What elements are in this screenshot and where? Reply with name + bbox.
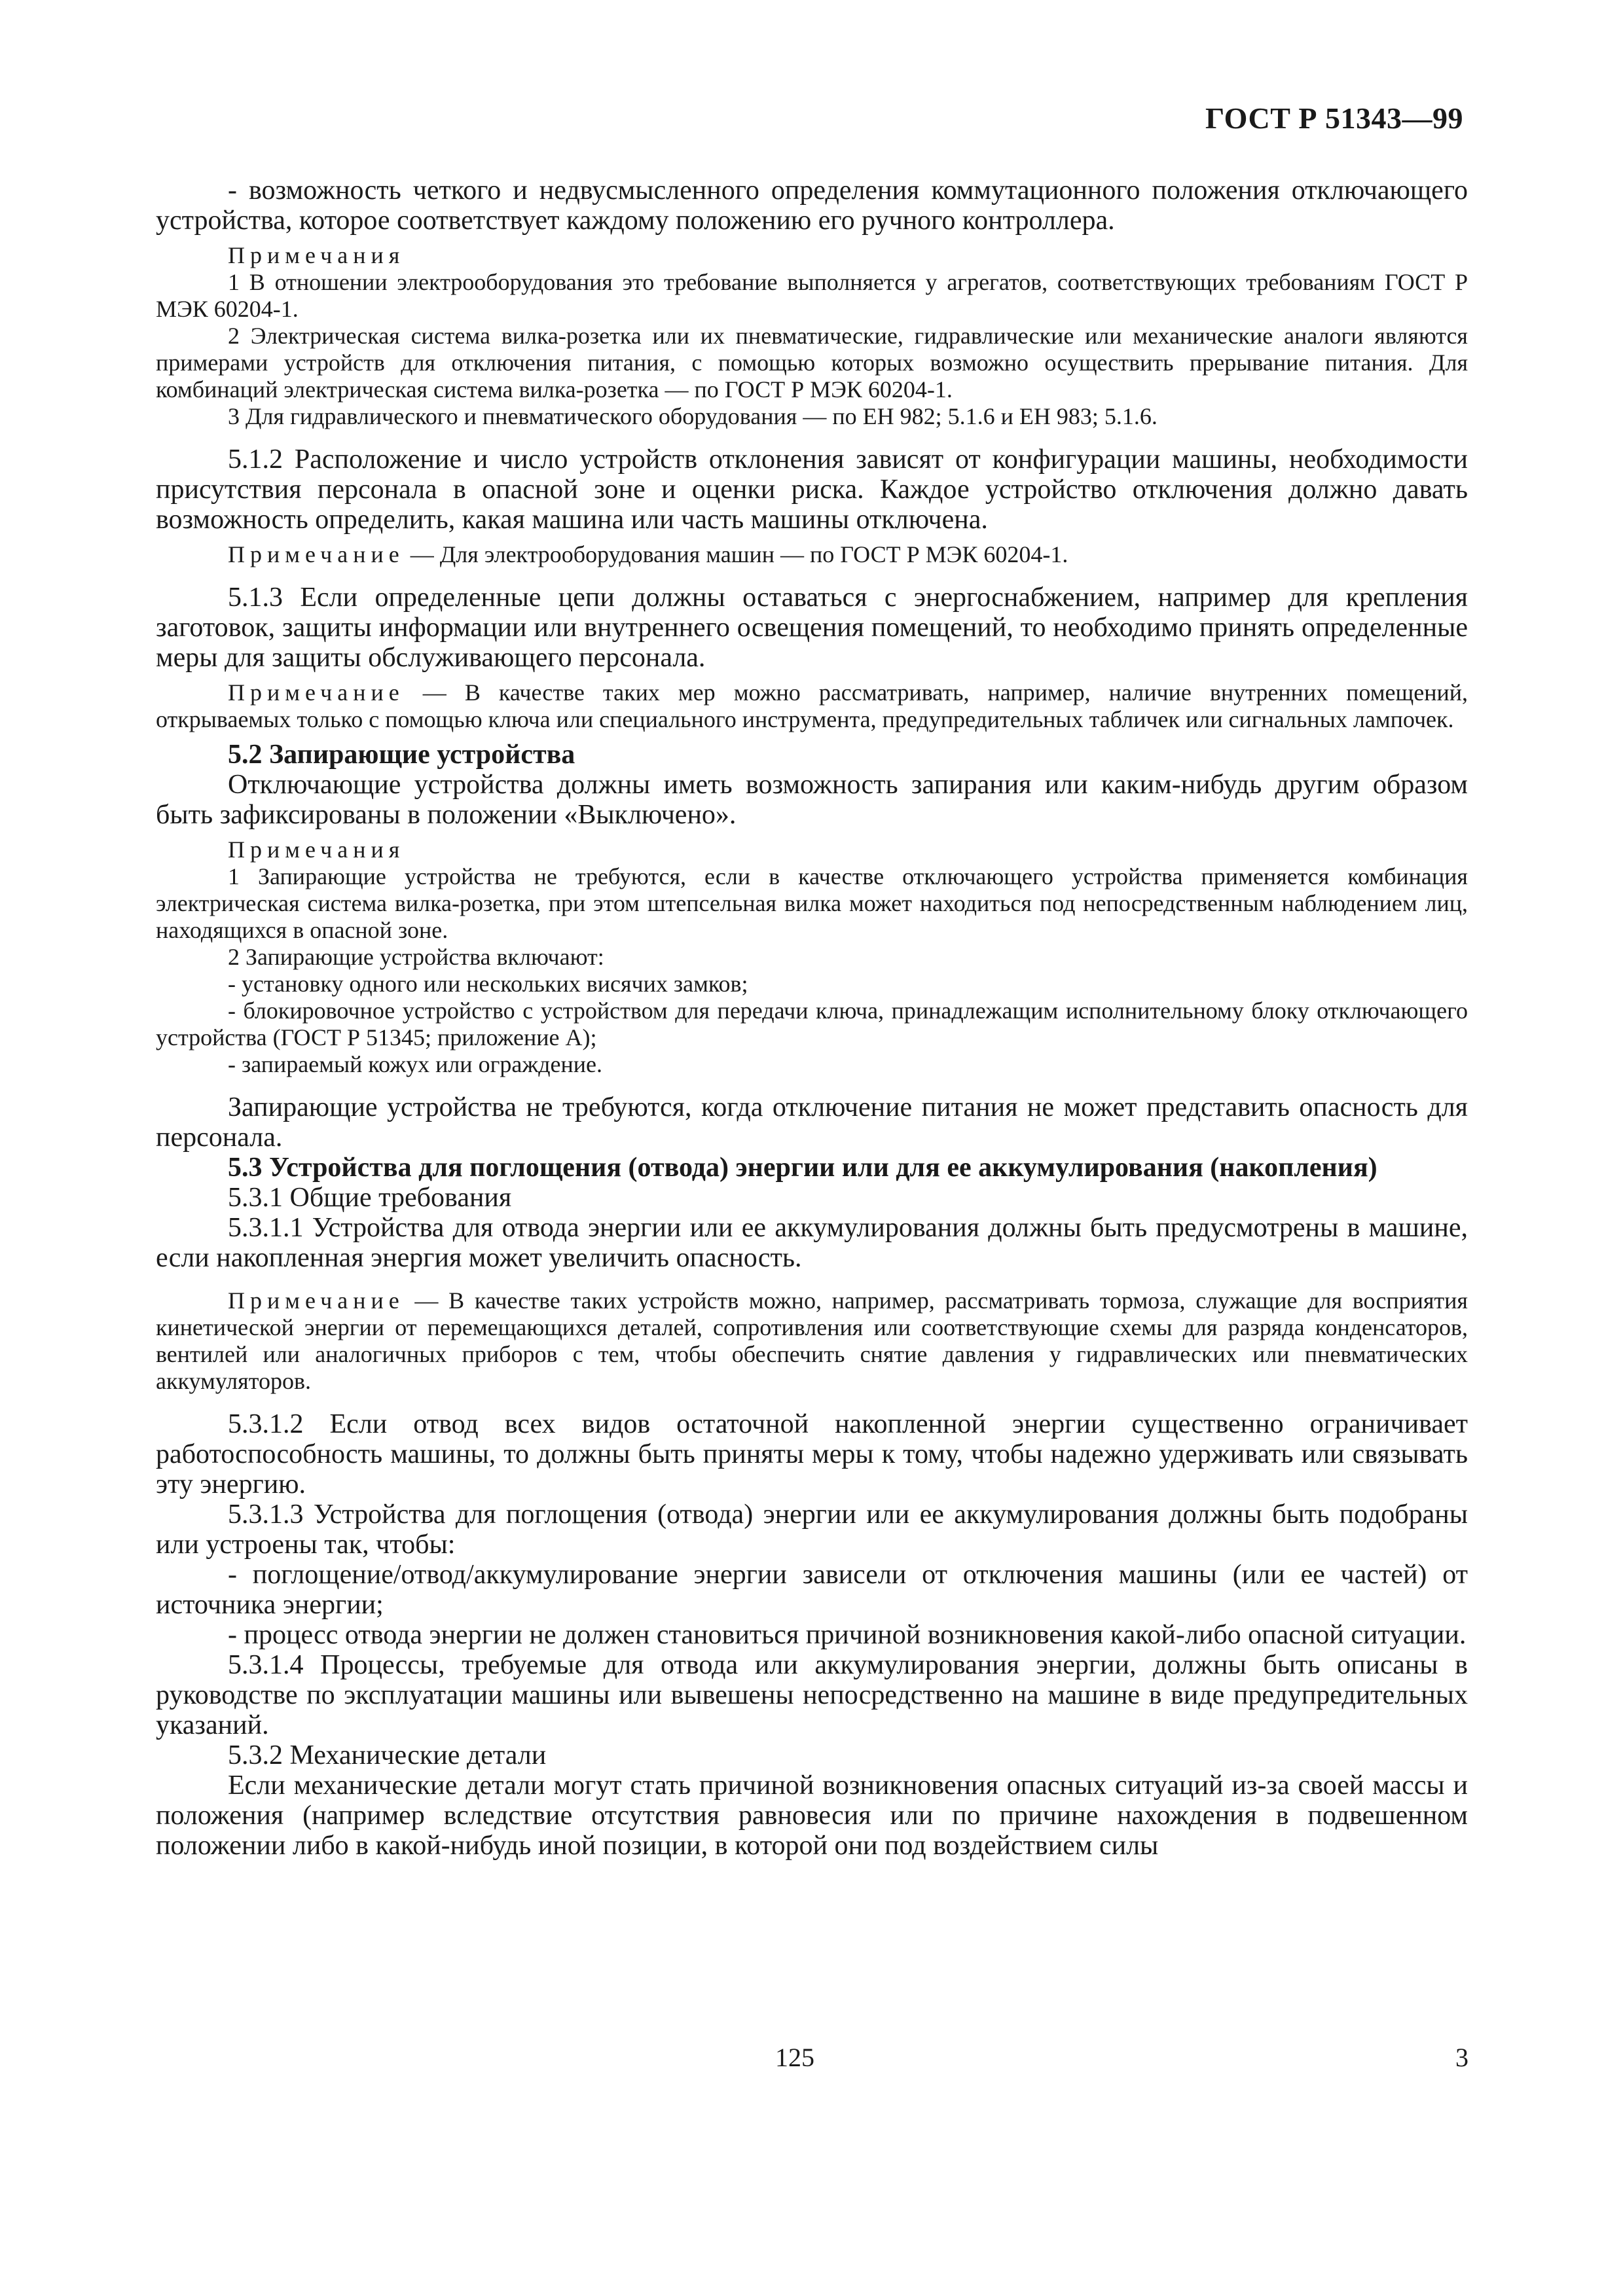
notes-heading: Примечания (228, 836, 405, 863)
note (156, 541, 1468, 568)
section-heading-5-3: 5.3 Устройства для поглощения (отвода) энергии или для ее аккумулирования (накопления) (228, 1153, 1377, 1183)
notes-heading: Примечания (228, 242, 405, 268)
page-number-center: 125 (775, 2043, 814, 2072)
clause-5-1-3: 5.1.3 Если определенные цепи должны оставаться с энергоснабжением, например для крепления заготовок, защиты информации или внутреннего освещения помещений, то необходимо принять определенные меры для защиты обслуживающего персонала. (156, 583, 1468, 673)
paragraph: Запирающие устройства не требуются, когда отключение питания не может представить опасность для персонала. (156, 1092, 1468, 1153)
section-heading-5-2: 5.2 Запирающие устройства (228, 740, 575, 770)
clause-5-1-2: 5.1.2 Расположение и число устройств отклонения зависят от конфигурации машины, необходимости присутствия персонала в опасной зоне и оценки риска. Каждое устройство отключения должно давать возможность определить, какая машина или часть машины отключена. (156, 444, 1468, 535)
note (156, 1287, 1468, 1395)
note-item: 1 В отношении электрооборудования это требование выполняется у агрегатов, соответствующих требованиям ГОСТ Р МЭК 60204-1. (156, 269, 1468, 322)
note-item: 3 Для гидравлического и пневматического оборудования — по ЕН 982; 5.1.6 и ЕН 983; 5.1.6. (228, 403, 1158, 429)
clause-5-3-1-1: 5.3.1.1 Устройства для отвода энергии или ее аккумулирования должны быть предусмотрены в машине, если накопленная энергия может увеличить опасность. (156, 1213, 1468, 1273)
subsection-heading-5-3-2: 5.3.2 Механические детали (228, 1740, 547, 1770)
note-item: 2 Электрическая система вилка-розетка или их пневматические, гидравлические или механические аналоги являются примерами устройств для отключения питания, с помощью которых возможно осуществить прерывание питания. Для комбинаций электрическая система вилка-розетка — по ГОСТ Р МЭК 60204-1. (156, 323, 1468, 403)
list-item: - процесс отвода энергии не должен становиться причиной возникновения какой-либо опасной ситуации. (228, 1620, 1467, 1650)
note-text: — В качестве таких мер можно рассматривать, например, наличие внутренних помещений, открываемых только с помощью ключа или специального инструмента, предупредительных табличек или сигнальных лампочек. (156, 679, 1468, 732)
clause-5-3-1-3: 5.3.1.3 Устройства для поглощения (отвода) энергии или ее аккумулирования должны быть подобраны или устроены так, чтобы: (156, 1499, 1468, 1560)
note-item: 1 Запирающие устройства не требуются, если в качестве отключающего устройства применяется комбинация электрическая система вилка-розетка, при этом штепсельная вилка может находиться под непосредственным наблюдением лиц, находящихся в опасной зоне. (156, 863, 1468, 943)
paragraph: - возможность четкого и недвусмысленного определения коммутационного положения отключающего устройства, которое соответствует каждому положению его ручного контроллера. (156, 175, 1468, 236)
note-label: Примечание (228, 541, 405, 567)
note-text: — Для электрооборудования машин — по ГОСТ Р МЭК 60204-1. (404, 541, 1068, 567)
note-label: Примечание (228, 679, 405, 706)
note-text: — В качестве таких устройств можно, например, рассматривать тормоза, служащие для восприятия кинетической энергии от перемещающихся деталей, сопротивления или соответствующие схемы для разряда конденсаторов, вентилей или аналогичных приборов с тем, чтобы обеспечить снятие давления у гидравлических или пневматических аккумуляторов. (156, 1287, 1468, 1394)
clause-5-3-1-4: 5.3.1.4 Процессы, требуемые для отвода или аккумулирования энергии, должны быть описаны в руководстве по эксплуатации машины или вывешены непосредственно на машине в виде предупредительных указаний. (156, 1650, 1468, 1740)
note-label: Примечание (228, 1287, 405, 1314)
document-body (156, 175, 1468, 1861)
paragraph: Если механические детали могут стать причиной возникновения опасных ситуаций из-за своей массы и положения (например вследствие отсутствия равновесия или по причине нахождения в подвешенном положении либо в какой-нибудь иной позиции, в которой они под воздействием силы (156, 1770, 1468, 1861)
note (156, 679, 1468, 733)
list-item: - блокировочное устройство с устройством для передачи ключа, принадлежащим исполнительному блоку отключающего устройства (ГОСТ Р 51345; приложение А); (156, 997, 1468, 1050)
note-item: 2 Запирающие устройства включают: (228, 944, 604, 970)
list-item: - установку одного или нескольких висячих замков; (228, 971, 748, 997)
list-item: - запираемый кожух или ограждение. (228, 1051, 602, 1077)
clause-5-3-1-2: 5.3.1.2 Если отвод всех видов остаточной накопленной энергии существенно ограничивает работоспособность машины, то должны быть приняты меры к тому, чтобы надежно удерживать или связывать эту энергию. (156, 1409, 1468, 1499)
subsection-heading-5-3-1: 5.3.1 Общие требования (228, 1183, 512, 1213)
page-number-right: 3 (1455, 2043, 1468, 2072)
standard-code-header: ГОСТ Р 51343—99 (1205, 101, 1463, 135)
paragraph: Отключающие устройства должны иметь возможность запирания или каким-нибудь другим образом быть зафиксированы в положении «Выключено». (156, 770, 1468, 830)
list-item: - поглощение/отвод/аккумулирование энергии зависели от отключения машины (или ее частей) от источника энергии; (156, 1560, 1468, 1620)
